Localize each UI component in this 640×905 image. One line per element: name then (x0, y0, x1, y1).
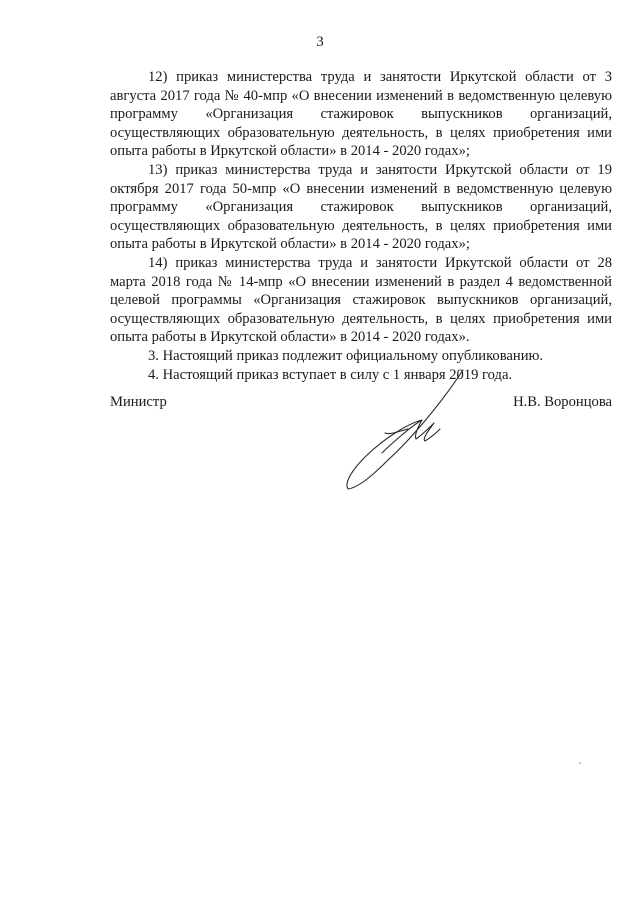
list-item-12: 12) приказ министерства труда и занятости Иркутской области от 3 августа 2017 года № 40-мпр «О внесении изменений в ведомственную целевую программу «Организация стажировок выпускников организаций, осуществляющих образовательную деятельность, в целях приобретения ими опыта работы в Иркутской области» в 2014 - 2020 годах»; (110, 69, 612, 160)
scan-speck (579, 762, 581, 764)
clause-3-publication: 3. Настоящий приказ подлежит официальному опубликованию. (148, 347, 544, 364)
signatory-name: Н.В. Воронцова (513, 394, 612, 410)
list-item-14: 14) приказ министерства труда и занятости Иркутской области от 28 марта 2018 года № 14-мпр «О внесении изменений в раздел 4 ведомственной целевой программы «Организация стажировок выпускников организаций, осуществляющих образовательную деятельность, в целях приобретения ими опыта работы в Иркутской области» в 2014 - 2020 годах». (110, 254, 612, 346)
handwritten-signature (330, 365, 470, 495)
document-body (110, 68, 612, 384)
page-number: 3 (316, 34, 324, 50)
signatory-title: Министр (110, 394, 167, 410)
list-item-13: 13) приказ министерства труда и занятости Иркутской области от 19 октября 2017 года 50-мпр «О внесении изменений в ведомственную целевую программу «Организация стажировок выпускников организаций, осуществляющих образовательную деятельность, в целях приобретения ими опыта работы в Иркутской области» в 2014 - 2020 годах»; (110, 161, 612, 253)
clause-4-effective-date: 4. Настоящий приказ вступает в силу с 1 января 2019 года. (148, 366, 513, 383)
